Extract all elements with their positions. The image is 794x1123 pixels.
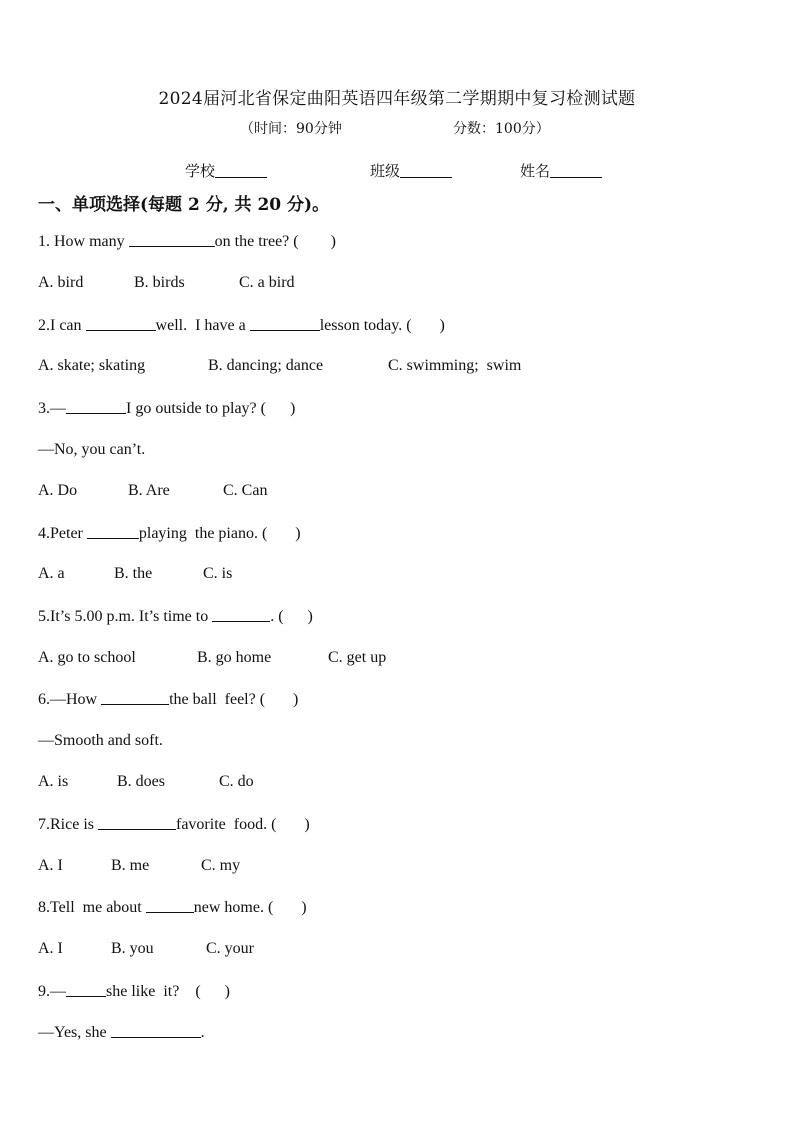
school-blank[interactable] xyxy=(215,163,267,178)
q1-option-c[interactable]: C. a bird xyxy=(239,274,295,291)
exam-score: 分数：100分） xyxy=(453,121,550,137)
q5-text: 5.It’s 5.00 p.m. It’s time to xyxy=(38,608,213,625)
q5-option-a[interactable]: A. go to school xyxy=(38,649,136,666)
q1-blank[interactable] xyxy=(129,232,215,247)
q6-option-a[interactable]: A. is xyxy=(38,773,69,790)
q3-option-b[interactable]: B. Are xyxy=(128,482,170,499)
q9-answer-blank[interactable] xyxy=(111,1023,201,1038)
q1-option-a[interactable]: A. bird xyxy=(38,274,84,291)
q4-option-c[interactable]: C. is xyxy=(203,565,233,582)
q2-option-b[interactable]: B. dancing; dance xyxy=(208,357,324,374)
q4-blank[interactable] xyxy=(87,524,139,539)
school-label: 学校 xyxy=(185,162,216,180)
q4-option-b[interactable]: B. the xyxy=(114,565,153,582)
q4-options xyxy=(38,565,232,583)
q3-text-end: I go outside to play? ( ) xyxy=(126,400,296,417)
section-heading: 一、单项选择(每题 2 分, 共 20 分)。 xyxy=(38,195,330,215)
q5-blank[interactable] xyxy=(212,607,270,622)
q8-text-end: new home. ( ) xyxy=(193,899,307,916)
question-9 xyxy=(38,982,230,1001)
class-field xyxy=(370,160,452,181)
q8-option-b[interactable]: B. you xyxy=(111,940,154,957)
q5-options xyxy=(38,649,386,667)
q3-answer: —No, you can’t. xyxy=(38,441,146,458)
question-6 xyxy=(38,690,298,709)
q7-options xyxy=(38,857,240,875)
q2-options xyxy=(38,357,521,375)
q9-blank[interactable] xyxy=(66,982,106,997)
question-2 xyxy=(38,316,445,335)
q5-option-b[interactable]: B. go home xyxy=(197,649,272,666)
q2-text-mid: well. I have a xyxy=(155,317,250,334)
q8-option-a[interactable]: A. I xyxy=(38,940,63,957)
q2-text-end: lesson today. ( ) xyxy=(319,317,445,334)
q1-option-b[interactable]: B. birds xyxy=(134,274,185,291)
q7-blank[interactable] xyxy=(98,815,176,830)
q7-option-b[interactable]: B. me xyxy=(111,857,150,874)
q6-answer: —Smooth and soft. xyxy=(38,732,163,749)
q4-text-end: playing the piano. ( ) xyxy=(138,525,301,542)
q9-answer-end: . xyxy=(200,1024,205,1041)
q2-option-a[interactable]: A. skate; skating xyxy=(38,357,146,374)
q7-text: 7.Rice is xyxy=(38,816,98,833)
q2-text: 2.I can xyxy=(38,317,86,334)
q9-answer-text: —Yes, she xyxy=(38,1024,111,1041)
q8-text: 8.Tell me about xyxy=(38,899,146,916)
q6-blank[interactable] xyxy=(101,690,169,705)
class-blank[interactable] xyxy=(400,163,452,178)
q8-blank[interactable] xyxy=(146,898,194,913)
q3-options xyxy=(38,482,267,500)
page-title: 2024届河北省保定曲阳英语四年级第二学期期中复习检测试题 xyxy=(158,89,636,109)
q4-option-a[interactable]: A. a xyxy=(38,565,65,582)
question-5 xyxy=(38,607,313,626)
exam-time: （时间：90分钟 xyxy=(240,121,342,137)
school-field xyxy=(185,160,267,181)
q2-blank-1[interactable] xyxy=(86,316,156,331)
q8-options xyxy=(38,940,254,958)
q7-text-end: favorite food. ( ) xyxy=(176,816,310,833)
q6-option-c[interactable]: C. do xyxy=(219,773,254,790)
q7-option-a[interactable]: A. I xyxy=(38,857,63,874)
q1-text: 1. How many xyxy=(38,233,129,250)
q9-answer xyxy=(38,1023,205,1042)
name-field xyxy=(520,160,602,181)
q9-text-end: she like it? ( ) xyxy=(106,983,230,1000)
q3-option-c[interactable]: C. Can xyxy=(223,482,268,499)
q6-option-b[interactable]: B. does xyxy=(117,773,165,790)
q3-text: 3.— xyxy=(38,400,66,417)
question-3 xyxy=(38,399,295,418)
question-8 xyxy=(38,898,307,917)
q6-text: 6.—How xyxy=(38,691,102,708)
q1-text-end: on the tree? ( ) xyxy=(214,233,336,250)
q5-option-c[interactable]: C. get up xyxy=(328,649,387,666)
q2-option-c[interactable]: C. swimming; swim xyxy=(388,357,522,374)
q3-option-a[interactable]: A. Do xyxy=(38,482,78,499)
q9-text: 9.— xyxy=(38,983,66,1000)
q8-option-c[interactable]: C. your xyxy=(206,940,254,957)
q6-text-end: the ball feel? ( ) xyxy=(169,691,299,708)
q5-text-end: . ( ) xyxy=(270,608,313,625)
q2-blank-2[interactable] xyxy=(250,316,320,331)
question-7 xyxy=(38,815,310,834)
name-label: 姓名 xyxy=(520,162,551,180)
q6-options xyxy=(38,773,254,791)
name-blank[interactable] xyxy=(550,163,602,178)
question-1 xyxy=(38,232,336,251)
class-label: 班级 xyxy=(370,162,401,180)
question-4 xyxy=(38,524,301,543)
q7-option-c[interactable]: C. my xyxy=(201,857,241,874)
q4-text: 4.Peter xyxy=(38,525,87,542)
q1-options xyxy=(38,274,295,292)
q3-blank[interactable] xyxy=(66,399,126,414)
